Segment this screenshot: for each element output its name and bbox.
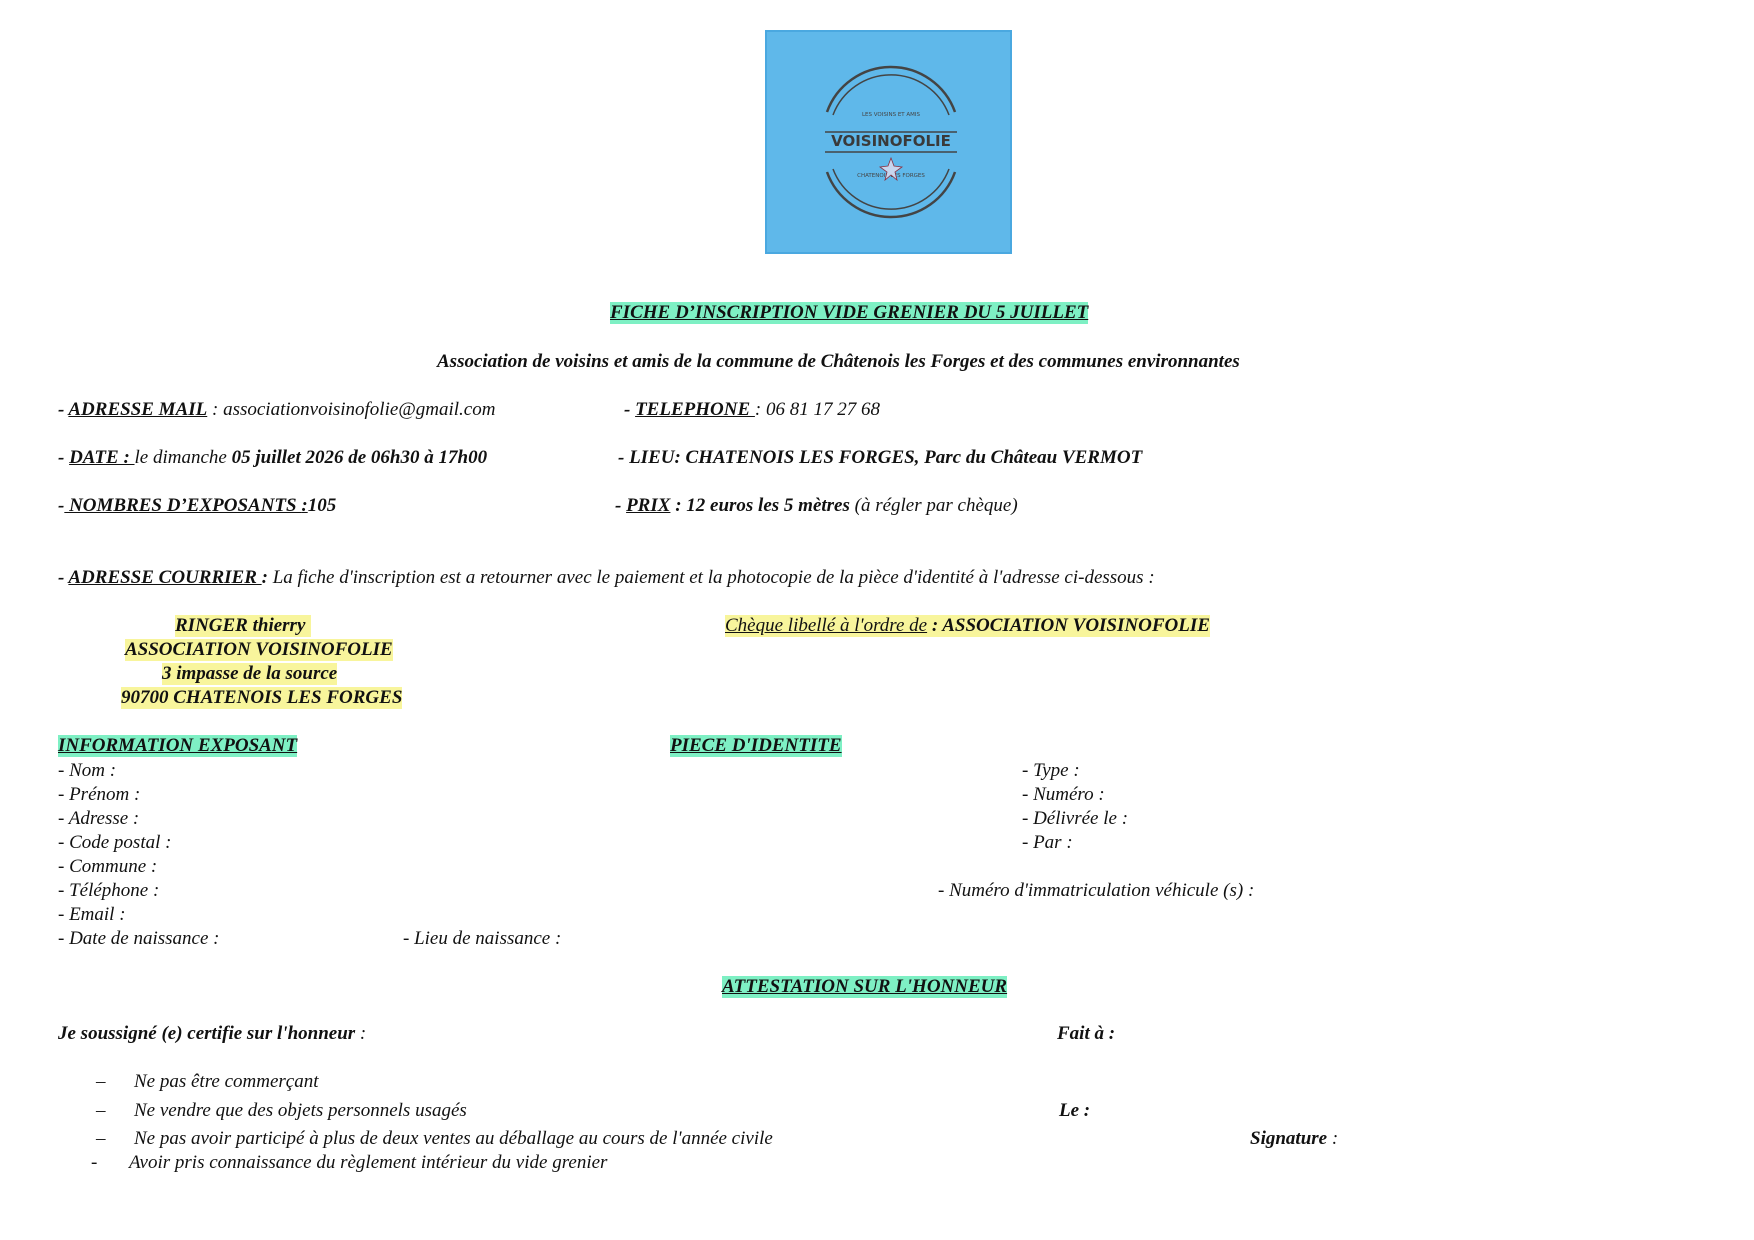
- field-commune: - Commune :: [58, 856, 158, 877]
- field-nom: - Nom :: [58, 760, 117, 781]
- prix-note: (à régler par chèque): [849, 495, 1018, 516]
- field-date-naissance: - Date de naissance :: [58, 928, 220, 949]
- courrier-text: La fiche d'inscription est a retourner avec le paiement et la photocopie de la pièce d'identité à l'adresse ci-dessous :: [272, 567, 1155, 588]
- mail-label: ADRESSE MAIL: [68, 399, 208, 420]
- exposants-sep: :: [301, 495, 308, 516]
- le-label: Le :: [1059, 1100, 1091, 1121]
- signature-line: [1250, 1128, 1338, 1150]
- logo-bottom-text: CHATENOIS LES FORGES: [857, 173, 925, 179]
- logo-emblem: [767, 32, 1014, 256]
- attestation-item: [91, 1152, 607, 1174]
- dash-bullet-icon: -: [91, 1152, 98, 1173]
- address-city: 90700 CHATENOIS LES FORGES: [121, 687, 403, 708]
- date-value: 05 juillet 2026 de 06h30 à 17h00: [231, 447, 488, 468]
- piece-identite-heading: PIECE D'IDENTITE: [670, 735, 842, 756]
- attestation-heading: ATTESTATION SUR L'HONNEUR: [722, 976, 1008, 997]
- signature-label: Signature: [1250, 1128, 1328, 1149]
- prix-line: - PRIX : 12 euros les 5 mètres (à régler par chèque): [615, 495, 1018, 516]
- cheque-line: [725, 615, 1210, 637]
- telephone-value: 06 81 17 27 68: [765, 399, 880, 420]
- field-delivree-le: - Délivrée le :: [1022, 808, 1129, 829]
- association-logo: [765, 30, 1012, 254]
- field-par: - Par :: [1022, 832, 1073, 853]
- attestation-item-text: Avoir pris connaissance du règlement intérieur du vide grenier: [129, 1152, 608, 1173]
- field-email: - Email :: [58, 904, 126, 925]
- field-telephone: - Téléphone :: [58, 880, 160, 901]
- field-code-postal: - Code postal :: [58, 832, 172, 853]
- lieu-line: - LIEU: CHATENOIS LES FORGES, Parc du Château VERMOT: [618, 447, 1143, 468]
- attestation-item-text: Ne vendre que des objets personnels usagés: [134, 1100, 467, 1121]
- address-street: 3 impasse de la source: [162, 663, 338, 684]
- courrier-sep: :: [261, 567, 273, 588]
- logo-wordmark: VOISINOFOLIE: [831, 132, 951, 150]
- logo-top-text: LES VOISINS ET AMIS: [861, 112, 921, 118]
- dash-bullet-icon: –: [96, 1071, 106, 1092]
- mail-sep: :: [207, 399, 224, 420]
- date-line: - DATE : le dimanche 05 juillet 2026 de 06h30 à 17h00: [58, 447, 488, 468]
- exposants-line: - NOMBRES D’EXPOSANTS :105: [58, 495, 337, 516]
- field-lieu-naissance: - Lieu de naissance :: [403, 928, 562, 949]
- attestation-intro-sep: :: [355, 1023, 367, 1044]
- mail-line: - ADRESSE MAIL : associationvoisinofolie@gmail.com: [58, 399, 496, 420]
- form-title: FICHE D’INSCRIPTION VIDE GRENIER DU 5 JUILLET: [610, 302, 1089, 323]
- signature-sep: :: [1327, 1128, 1339, 1149]
- cheque-label: Chèque libellé à l'ordre de: [725, 615, 928, 636]
- mail-value: associationvoisinofolie@gmail.com: [223, 399, 496, 420]
- association-subtitle: Association de voisins et amis de la commune de Châtenois les Forges et des communes environnantes: [437, 351, 1240, 372]
- dash-bullet-icon: –: [96, 1128, 106, 1149]
- telephone-sep: :: [754, 399, 766, 420]
- prix-label: PRIX: [626, 495, 671, 516]
- dash-bullet-icon: –: [96, 1100, 106, 1121]
- info-exposant-heading: INFORMATION EXPOSANT: [58, 735, 298, 756]
- date-label: DATE :: [69, 447, 135, 468]
- telephone-line: - TELEPHONE : 06 81 17 27 68: [624, 399, 880, 420]
- exposants-value: 105: [307, 495, 337, 516]
- field-immatriculation: - Numéro d'immatriculation véhicule (s) :: [938, 880, 1255, 901]
- field-type: - Type :: [1022, 760, 1080, 781]
- attestation-item-text: Ne pas être commerçant: [134, 1071, 319, 1092]
- prix-value: : 12 euros les 5 mètres: [670, 495, 850, 516]
- field-adresse: - Adresse :: [58, 808, 140, 829]
- date-prefix: le dimanche: [134, 447, 232, 468]
- address-name: RINGER thierry: [175, 615, 311, 637]
- address-association: ASSOCIATION VOISINOFOLIE: [125, 639, 393, 660]
- attestation-item: [96, 1071, 319, 1093]
- field-prenom: - Prénom :: [58, 784, 141, 805]
- cheque-value: : ASSOCIATION VOISINOFOLIE: [927, 615, 1210, 636]
- fait-a-label: Fait à :: [1057, 1023, 1116, 1044]
- courrier-line: - ADRESSE COURRIER : La fiche d'inscription est a retourner avec le paiement et la photocopie de la pièce d'identité à l'adresse ci-dessous :: [58, 567, 1155, 588]
- attestation-item-text: Ne pas avoir participé à plus de deux ventes au déballage au cours de l'année civile: [134, 1128, 773, 1149]
- field-numero: - Numéro :: [1022, 784, 1105, 805]
- attestation-item: [96, 1128, 773, 1150]
- attestation-intro-text: Je soussigné (e) certifie sur l'honneur: [58, 1023, 356, 1044]
- courrier-label: ADRESSE COURRIER: [68, 567, 262, 588]
- attestation-item: [96, 1100, 467, 1122]
- attestation-intro: [58, 1023, 366, 1045]
- telephone-label: TELEPHONE: [635, 399, 755, 420]
- exposants-label: NOMBRES D’EXPOSANTS: [64, 495, 302, 516]
